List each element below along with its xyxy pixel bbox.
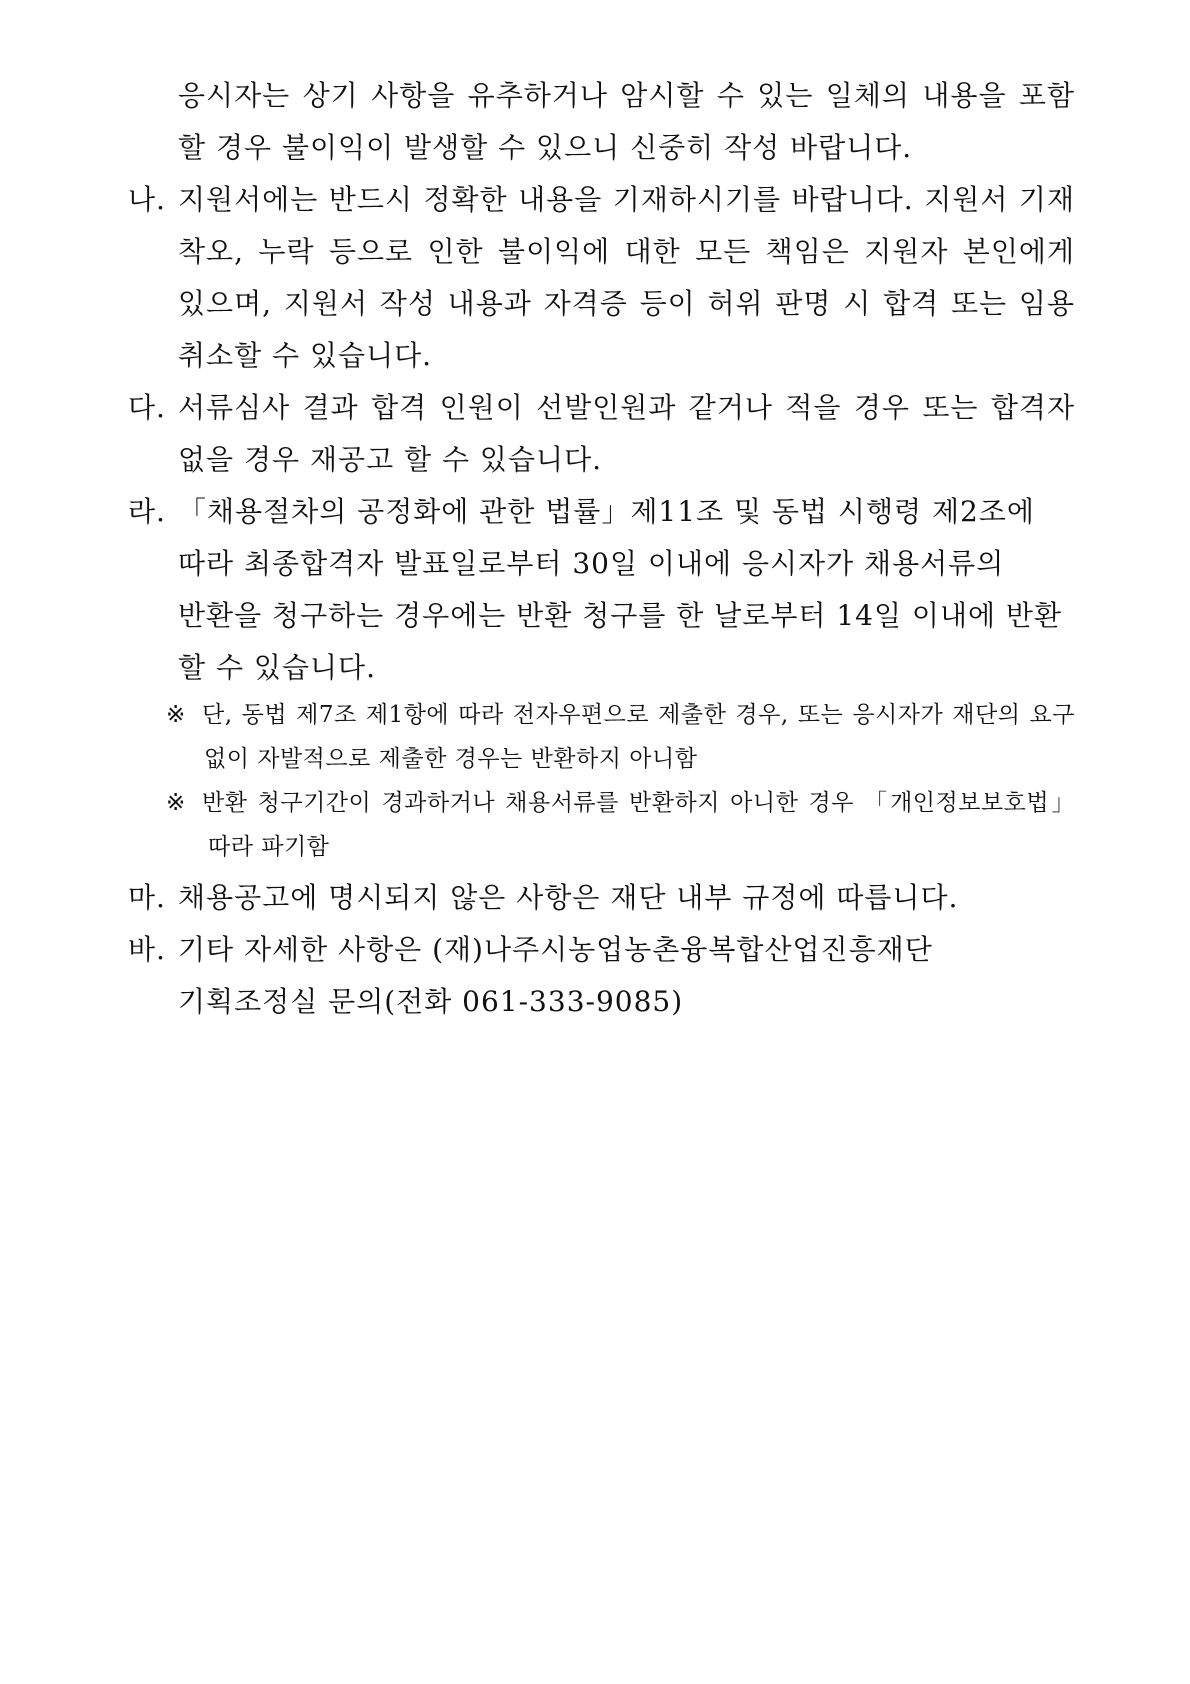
item-ra-line-4: 할 수 있습니다. [178, 651, 376, 684]
note-1-line-1: 단, 동법 제7조 제1항에 따라 전자우편으로 제출한 경우, 또는 응시자가 재단의 요구 [202, 702, 1075, 728]
note-1-line-2: 없이 자발적으로 제출한 경우는 반환하지 아니함 [204, 746, 698, 772]
item-label-na: 나. [128, 183, 166, 216]
item-ra-line-1: 「채용절차의 공정화에 관한 법률」제11조 및 동법 시행령 제2조에 [178, 495, 1035, 528]
item-na-line-4: 취소할 수 있습니다. [178, 339, 433, 372]
item-da-line-1: 서류심사 결과 합격 인원이 선발인원과 같거나 적을 경우 또는 합격자 [178, 391, 1075, 424]
continuation-line-1: 응시자는 상기 사항을 유추하거나 암시할 수 있는 일체의 내용을 포함 [178, 79, 1075, 112]
note-2-line-2: 따라 파기함 [208, 834, 330, 860]
note-mark-2: ※ [166, 790, 186, 816]
item-na-line-2: 착오, 누락 등으로 인한 불이익에 대한 모든 책임은 지원자 본인에게 [178, 235, 1075, 268]
item-label-ra: 라. [128, 495, 166, 528]
item-ba-line-1: 기타 자세한 사항은 (재)나주시농업농촌융복합산업진흥재단 [178, 933, 933, 966]
item-na-line-3: 있으며, 지원서 작성 내용과 자격증 등이 허위 판명 시 합격 또는 임용 [178, 287, 1075, 320]
item-label-ma: 마. [128, 881, 166, 914]
item-ra-line-3: 반환을 청구하는 경우에는 반환 청구를 한 날로부터 14일 이내에 반환 [178, 599, 1063, 632]
item-ra-line-2: 따라 최종합격자 발표일로부터 30일 이내에 응시자가 채용서류의 [178, 547, 1005, 580]
item-ma-line-1: 채용공고에 명시되지 않은 사항은 재단 내부 규정에 따릅니다. [178, 881, 959, 914]
item-da-line-2: 없을 경우 재공고 할 수 있습니다. [178, 443, 603, 476]
note-mark-1: ※ [166, 702, 186, 728]
continuation-line-2: 할 경우 불이익이 발생할 수 있으니 신중히 작성 바랍니다. [178, 131, 913, 164]
item-ba-line-2: 기획조정실 문의(전화 061-333-9085) [178, 985, 684, 1018]
item-na-line-1: 지원서에는 반드시 정확한 내용을 기재하시기를 바랍니다. 지원서 기재 [178, 183, 1075, 216]
item-label-da: 다. [128, 391, 166, 424]
note-2-line-1: 반환 청구기간이 경과하거나 채용서류를 반환하지 아니한 경우 「개인정보보호법」 [202, 790, 1075, 816]
item-label-ba: 바. [128, 933, 166, 966]
